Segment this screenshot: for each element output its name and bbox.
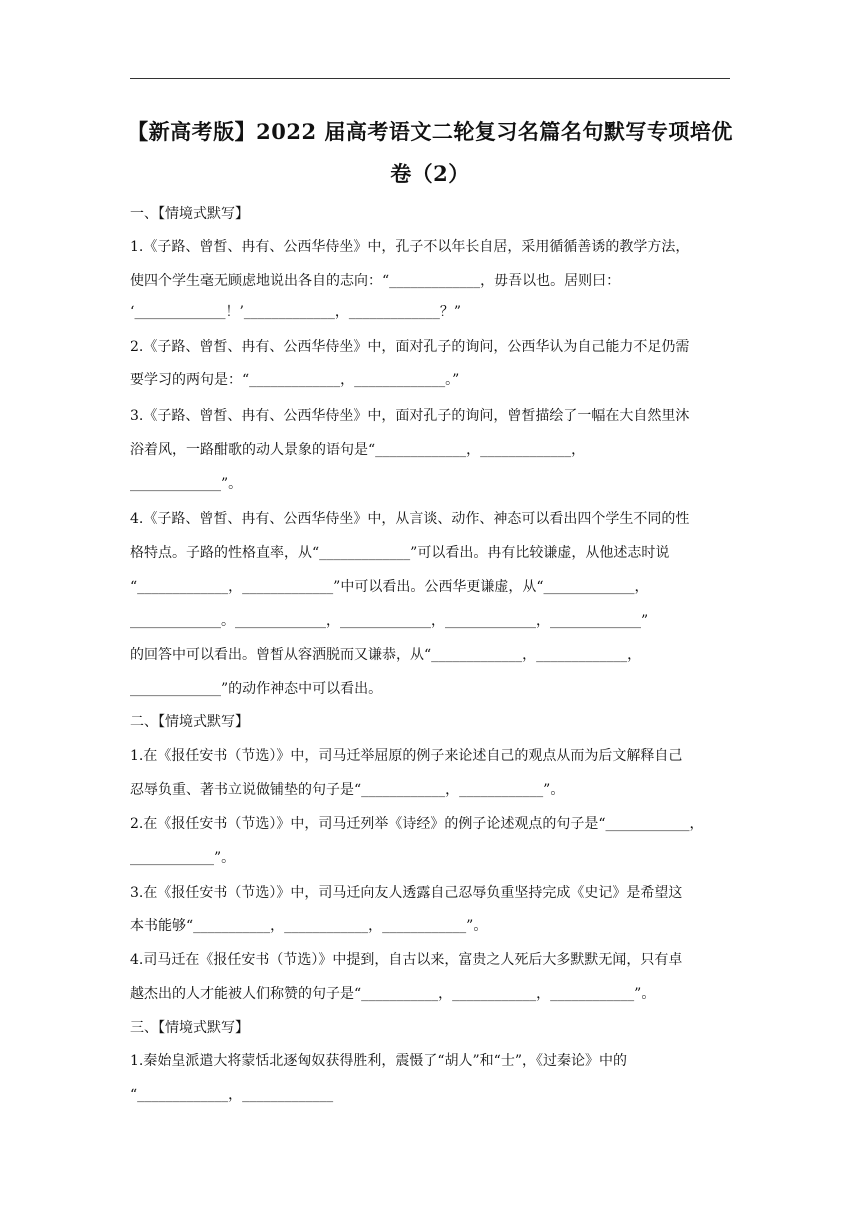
question-5-line-1: 1.在《报任安书（节选）》中，司马迁举屈原的例子来论述自己的观点从而为后文解释自己 [130,748,683,764]
question-3-line-3: _____________”。 [130,476,243,492]
question-1-line-2: 使四个学生毫无顾虑地说出各自的志向：“_____________，毋吾以也。居则曰： [130,273,621,289]
question-7-line-1: 3.在《报任安书（节选）》中，司马迁向友人透露自己忍辱负重坚持完成《史记》是希望这 [130,885,683,901]
section-heading-1: 一、【情境式默写】 [130,206,249,222]
document-title-line-2: 卷（2） [390,161,470,186]
question-9-line-2: “_____________，_____________ [130,1087,334,1103]
question-9-line-1: 1.秦始皇派遣大将蒙恬北逐匈奴获得胜利，震慑了“胡人”和“士”，《过秦论》中的 [130,1053,627,1069]
question-4-line-2: 格特点。子路的性格直率，从“_____________”可以看出。冉有比较谦虚，从他述志时说 [130,545,670,561]
question-6-line-1: 2.在《报任安书（节选）》中，司马迁列举《诗经》的例子论述观点的句子是“____________， [130,816,704,832]
question-4-line-3: “_____________，_____________”中可以看出。公西华更谦虚，从“_____________， [130,579,649,595]
header-rule [130,78,730,79]
question-3-line-2: 浴着风，一路酣歌的动人景象的语句是“_____________，_____________， [130,442,586,458]
section-heading-2: 二、【情境式默写】 [130,714,249,730]
question-1-line-1: 1.《子路、曾皙、冉有、公西华侍坐》中，孔子不以年长自居，采用循循善诱的教学方法， [130,239,690,255]
document-title-line-1: 【新高考版】2022 届高考语文二轮复习名篇名句默写专项培优 [127,119,733,144]
question-8-line-1: 4.司马迁在《报任安书（节选）》中提到，自古以来，富贵之人死后大多默默无闻，只有卓 [130,952,683,968]
question-1-line-3: ‘_____________！’_____________，_____________？” [130,304,462,320]
question-6-line-2: ____________”。 [130,850,236,866]
question-5-line-2: 忍辱负重、著书立说做铺垫的句子是“____________，____________”。 [130,782,565,798]
question-7-line-2: 本书能够“___________，____________，____________”。 [130,918,488,934]
question-3-line-1: 3.《子路、曾皙、冉有、公西华侍坐》中，面对孔子的询问，曾皙描绘了一幅在大自然里沐 [130,408,690,424]
question-4-line-5: 的回答中可以看出。曾皙从容洒脱而又谦恭，从“_____________，_____________， [130,647,642,663]
section-heading-3: 三、【情境式默写】 [130,1020,249,1036]
question-4-line-1: 4.《子路、曾皙、冉有、公西华侍坐》中，从言谈、动作、神态可以看出四个学生不同的性 [130,511,690,527]
question-4-line-4: _____________。_____________，_____________，_____________，_____________” [130,613,649,629]
question-4-line-6: _____________”的动作神态中可以看出。 [130,681,383,697]
question-2-line-1: 2.《子路、曾皙、冉有、公西华侍坐》中，面对孔子的询问，公西华认为自己能力不足仍需 [130,339,690,355]
question-2-line-2: 要学习的两句是：“_____________，_____________。” [130,372,460,388]
question-8-line-2: 越杰出的人才能被人们称赞的句子是“___________，____________，____________”。 [130,986,656,1002]
